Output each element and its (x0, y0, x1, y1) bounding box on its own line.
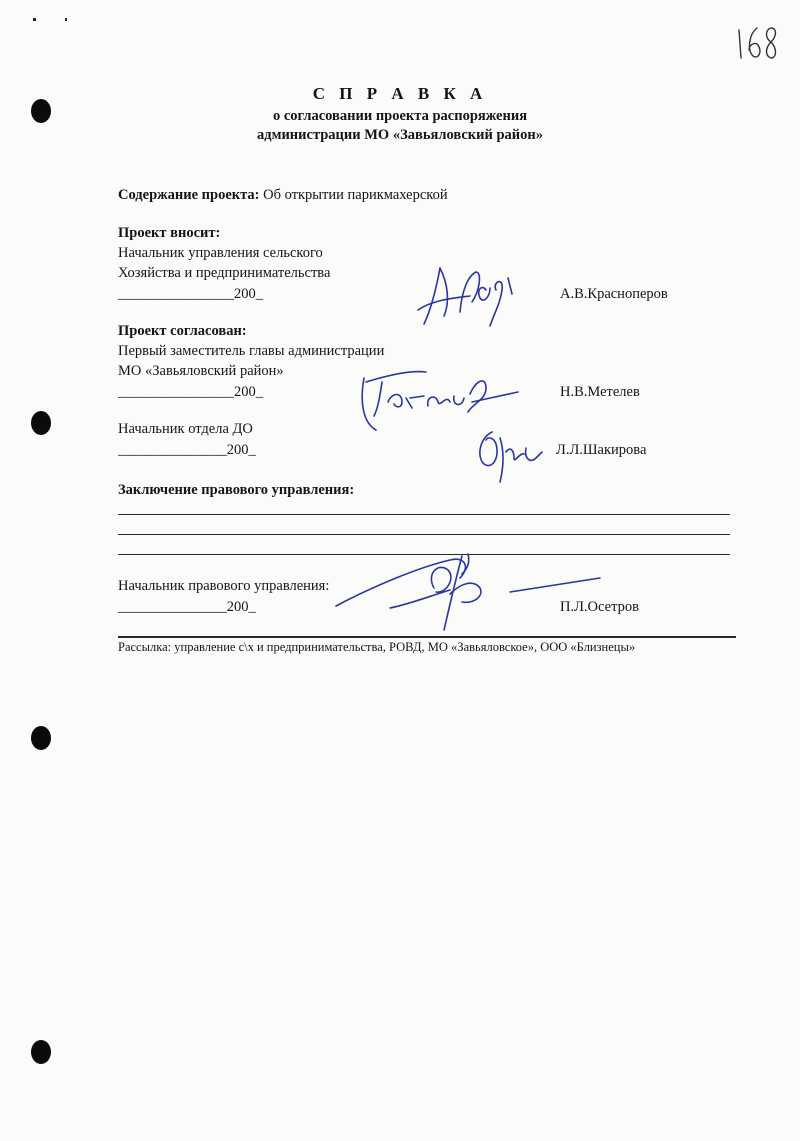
handwritten-page-number (735, 22, 781, 62)
binder-hole (31, 1040, 51, 1064)
submitter-heading: Проект вносит: (118, 225, 221, 241)
scan-speck (33, 18, 36, 21)
submitter-position-line2: Хозяйства и предпринимательства (118, 265, 331, 281)
do-department-position: Начальник отдела ДО (118, 421, 253, 437)
project-content (118, 186, 448, 204)
approval-heading: Проект согласован: (118, 323, 247, 339)
approval-name: Н.В.Метелев (560, 384, 640, 400)
submitter-name: А.В.Красноперов (560, 286, 668, 302)
approval-date-line: ________________200_ (118, 384, 263, 400)
approval-position-line1: Первый заместитель главы администрации (118, 343, 385, 359)
submitter-position-line1: Начальник управления сельского (118, 245, 323, 261)
footer-rule (118, 636, 736, 638)
binder-hole (31, 411, 51, 435)
legal-heading: Заключение правового управления: (118, 482, 355, 498)
submitter-signature (410, 250, 520, 340)
do-department-date-line: _______________200_ (118, 442, 256, 458)
legal-name: П.Л.Осетров (560, 599, 639, 615)
scan-speck (65, 18, 67, 21)
document-title: С П Р А В К А (312, 84, 488, 103)
project-content-label: Содержание проекта: (118, 187, 260, 203)
do-department-name: Л.Л.Шакирова (556, 442, 647, 458)
binder-hole (31, 726, 51, 750)
approval-position-line2: МО «Завьяловский район» (118, 363, 284, 379)
project-content-value: Об открытии парикмахерской (259, 187, 448, 203)
document-subtitle-line2: администрации МО «Завьяловский район» (256, 127, 544, 143)
legal-signature (330, 548, 600, 636)
submitter-date-line: ________________200_ (118, 286, 263, 302)
legal-position: Начальник правового управления: (118, 578, 330, 594)
do-department-signature (470, 422, 550, 486)
document-subtitle-line1: о согласовании проекта распоряжения (272, 108, 528, 124)
conclusion-line (118, 534, 730, 535)
distribution-list: Рассылка: управление с\х и предпринимательства, РОВД, МО «Завьяловское», ООО «Близнецы» (118, 640, 636, 654)
legal-date-line: _______________200_ (118, 599, 256, 615)
conclusion-line (118, 514, 730, 515)
